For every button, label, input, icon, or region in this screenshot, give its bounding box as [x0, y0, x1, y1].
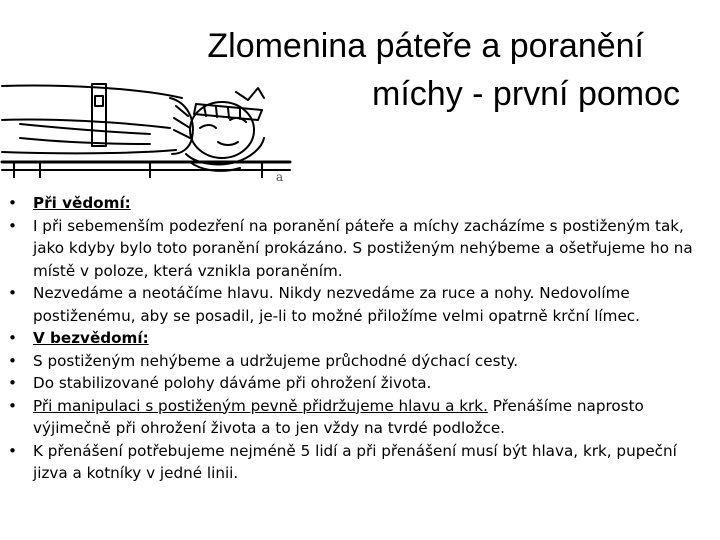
bullet-marker: •	[8, 329, 17, 347]
first-aid-bullet-list	[8, 192, 716, 485]
slide-title	[120, 22, 680, 118]
list-item	[8, 395, 716, 440]
list-item	[8, 192, 716, 215]
list-item	[8, 350, 716, 373]
figure-label: a	[276, 170, 284, 184]
title-line-2: míchy - první pomoc	[372, 75, 680, 113]
bullet-marker: •	[8, 396, 17, 415]
list-item-text: I při sebemenším podezření na poranění páteře a míchy zacházíme s postiženým tak, jako kdyby bylo toto poranění prokázáno. S postiženým nehýbeme a ošetřujeme ho na místě v poloze, která vznikla poraněním.	[33, 216, 693, 280]
bullet-marker: •	[8, 216, 17, 235]
bullet-marker: •	[8, 194, 17, 212]
list-item	[8, 282, 716, 327]
unconscious-heading: V bezvědomí:	[33, 329, 149, 347]
bullet-marker: •	[8, 351, 17, 370]
list-item	[8, 372, 716, 395]
list-item-text: Do stabilizované polohy dáváme při ohrožení života.	[33, 374, 432, 392]
list-item-text: S postiženým nehýbeme a udržujeme průchodné dýchací cesty.	[33, 351, 519, 370]
bullet-marker: •	[8, 441, 17, 460]
bullet-marker: •	[8, 284, 17, 302]
list-item	[8, 327, 716, 350]
title-line-1: Zlomenina páteře a poranění	[207, 27, 644, 65]
list-item-text: Přenášíme naprosto výjimečně při ohrožení života a to jen vždy na tvrdé podložce.	[33, 396, 644, 437]
list-item-text: K přenášení potřebujeme nejméně 5 lidí a při přenášení musí být hlava, krk, pupeční jizva a kotníky v jedné linii.	[33, 441, 677, 482]
list-item-text: Nezvedáme a neotáčíme hlavu. Nikdy nezvedáme za ruce a nohy. Nedovolíme postiženému, aby se posadil, je-li to možné přiložíme velmi opatrně krční límec.	[33, 284, 640, 325]
bullet-marker: •	[8, 374, 17, 392]
conscious-heading: Při vědomí:	[33, 194, 131, 212]
list-item	[8, 215, 716, 283]
list-item	[8, 440, 716, 485]
list-item-text-underlined: Při manipulaci s postiženým pevně přidržujeme hlavu a krk.	[33, 396, 488, 415]
